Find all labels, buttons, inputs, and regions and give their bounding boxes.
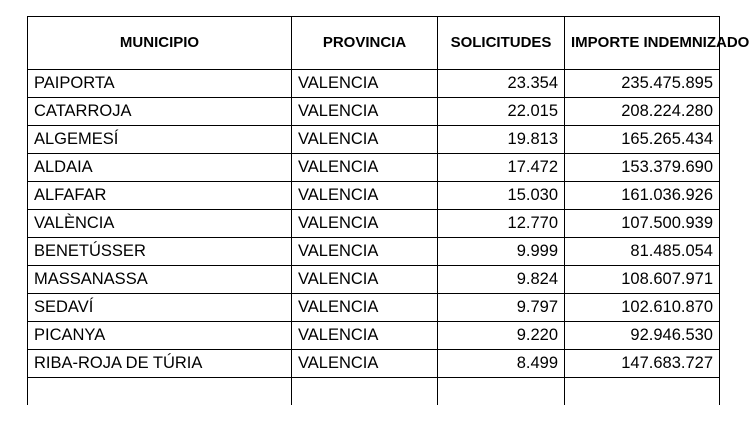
header-importe-indemnizado: IMPORTE INDEMNIZADO (565, 17, 720, 70)
header-row (28, 17, 720, 70)
cell-solicitudes: 9.797 (438, 294, 565, 322)
cell-cut-off (292, 378, 438, 406)
cell-municipio: VALÈNCIA (28, 210, 292, 238)
header-solicitudes: SOLICITUDES (438, 17, 565, 70)
cell-solicitudes: 8.499 (438, 350, 565, 378)
cell-importe: 92.946.530 (565, 322, 720, 350)
table-body (28, 70, 720, 406)
cell-importe: 235.475.895 (565, 70, 720, 98)
cell-provincia: VALENCIA (292, 266, 438, 294)
table-row (28, 266, 720, 294)
cell-importe: 107.500.939 (565, 210, 720, 238)
cell-cut-off (28, 378, 292, 406)
cell-provincia: VALENCIA (292, 126, 438, 154)
cell-provincia: VALENCIA (292, 350, 438, 378)
table-row (28, 350, 720, 378)
cell-importe: 81.485.054 (565, 238, 720, 266)
cell-solicitudes: 15.030 (438, 182, 565, 210)
cell-importe: 147.683.727 (565, 350, 720, 378)
cell-solicitudes: 23.354 (438, 70, 565, 98)
table-row (28, 294, 720, 322)
table-row (28, 210, 720, 238)
cell-municipio: ALDAIA (28, 154, 292, 182)
cell-solicitudes: 9.220 (438, 322, 565, 350)
cell-provincia: VALENCIA (292, 322, 438, 350)
table-row (28, 322, 720, 350)
cell-municipio: SEDAVÍ (28, 294, 292, 322)
cell-importe: 108.607.971 (565, 266, 720, 294)
cell-provincia: VALENCIA (292, 154, 438, 182)
header-municipio: MUNICIPIO (28, 17, 292, 70)
cell-importe: 102.610.870 (565, 294, 720, 322)
cell-provincia: VALENCIA (292, 238, 438, 266)
cell-municipio: PICANYA (28, 322, 292, 350)
cell-importe: 165.265.434 (565, 126, 720, 154)
municipality-claims-table (27, 16, 749, 405)
cell-municipio: CATARROJA (28, 98, 292, 126)
cell-provincia: VALENCIA (292, 98, 438, 126)
table-row (28, 98, 720, 126)
cell-solicitudes: 12.770 (438, 210, 565, 238)
cell-municipio: MASSANASSA (28, 266, 292, 294)
header-provincia: PROVINCIA (292, 17, 438, 70)
cell-provincia: VALENCIA (292, 294, 438, 322)
cell-municipio: ALFAFAR (28, 182, 292, 210)
table-row (28, 126, 720, 154)
cell-importe: 153.379.690 (565, 154, 720, 182)
cell-cut-off (565, 378, 720, 406)
table-row (28, 182, 720, 210)
table-row (28, 154, 720, 182)
cell-provincia: VALENCIA (292, 70, 438, 98)
cell-importe: 161.036.926 (565, 182, 720, 210)
cell-solicitudes: 9.999 (438, 238, 565, 266)
cell-solicitudes: 9.824 (438, 266, 565, 294)
cell-municipio: RIBA-ROJA DE TÚRIA (28, 350, 292, 378)
cell-provincia: VALENCIA (292, 182, 438, 210)
cell-municipio: ALGEMESÍ (28, 126, 292, 154)
table-row (28, 70, 720, 98)
cell-municipio: BENETÚSSER (28, 238, 292, 266)
cell-importe: 208.224.280 (565, 98, 720, 126)
cell-solicitudes: 17.472 (438, 154, 565, 182)
cell-solicitudes: 22.015 (438, 98, 565, 126)
cell-solicitudes: 19.813 (438, 126, 565, 154)
cell-cut-off (438, 378, 565, 406)
cell-municipio: PAIPORTA (28, 70, 292, 98)
table-row (28, 238, 720, 266)
cell-provincia: VALENCIA (292, 210, 438, 238)
table-row-cut-off (28, 378, 720, 406)
